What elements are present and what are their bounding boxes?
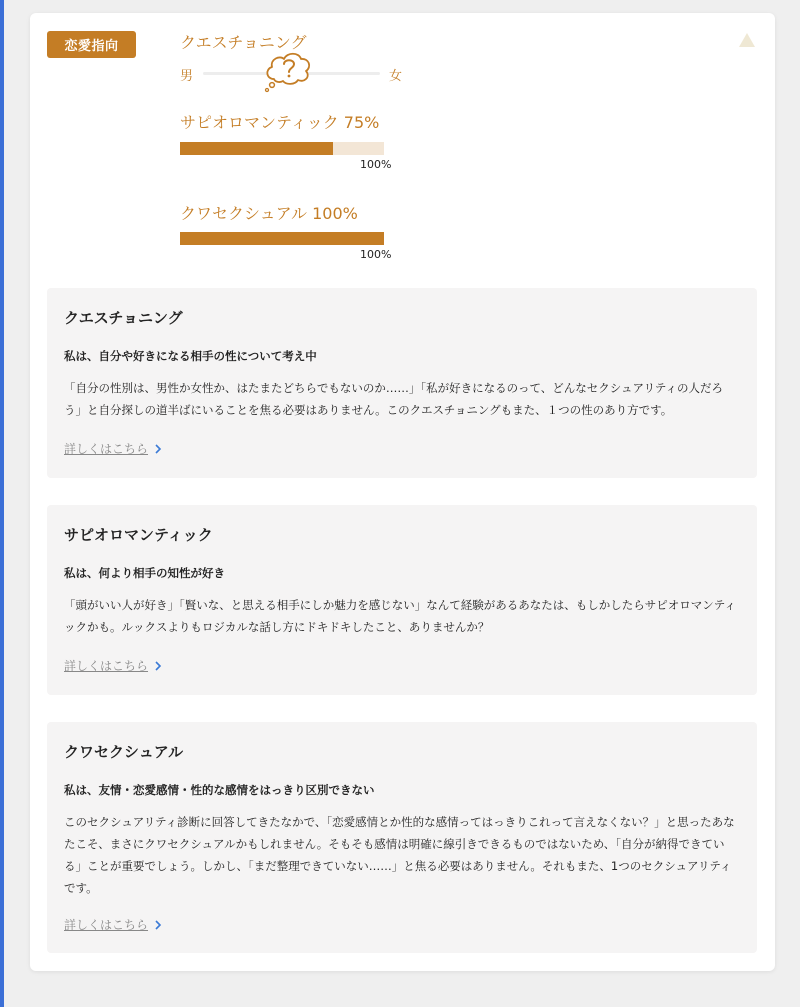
section-title: クワセクシュアル [64,743,184,761]
info-panel-sapioromantic [47,505,757,695]
section-body: 「自分の性別は、男性か女性か、はたまたどちらでもないのか……」「私が好きになるのって、どんなセクシュアリティの人だろう」と自分探しの道半ばにいることを焦る必要はありません。このクエスチョニングもまた、１つの性のあり方です。 [64,381,723,417]
gender-scale [180,63,410,83]
progress-max-sapio: 100% [360,158,392,171]
result-card [30,13,775,971]
progress-bar-quoi [180,232,384,245]
more-link-label: 詳しくはこちら [64,918,149,932]
section-subtitle: 私は、自分や好きになる相手の性について考え中 [64,349,317,363]
metric-label-quoi: クワセクシュアル 100% [180,204,358,223]
more-link-label: 詳しくはこちら [64,442,149,456]
window-left-edge [0,0,4,1007]
section-body: 「頭がいい人が好き」「賢いな、と思える相手にしか魅力を感じない」なんて経験があるあなたは、もしかしたらサピオロマンティックかも。ルックスよりもロジカルな話し方にドキドキしたこと、ありませんか？ [64,598,736,634]
thought-cloud-question-icon [262,49,314,93]
metric-label-sapio: サピオロマンティック 75% [180,113,380,132]
section-title: クエスチョニング [64,309,183,327]
scale-label-male: 男 [180,69,194,84]
scale-label-female: 女 [389,69,403,84]
category-badge: 恋愛指向 [47,31,136,58]
info-panel-quoisexual [47,722,757,953]
more-link[interactable] [64,916,162,933]
chevron-right-icon [154,920,162,930]
progress-fill-quoi [180,232,384,245]
chevron-right-icon [154,661,162,671]
progress-max-quoi: 100% [360,248,392,261]
chevron-right-icon [154,444,162,454]
more-link-label: 詳しくはこちら [64,659,149,673]
section-subtitle: 私は、友情・恋愛感情・性的な感情をはっきり区別できない [64,783,375,797]
section-title: サピオロマンティック [64,526,213,544]
section-subtitle: 私は、何より相手の知性が好き [64,566,225,580]
progress-fill-sapio [180,142,333,155]
section-body: このセクシュアリティ診断に回答してきたなかで、「恋愛感情とか性的な感情ってはっきりこれって言えなくない？」と思ったあなたこそ、まさにクワセクシュアルかもしれません。そもそも感情は明確に線引きできるものではないため、「自分が納得できている」ことが重要でしょう。しかし、「まだ整理できていない……」と焦る必要はありません。それもまた、1つのセクシュアリティです。 [64,815,735,895]
collapse-triangle-icon[interactable] [738,32,756,48]
more-link[interactable] [64,440,162,457]
info-panel-questioning [47,288,757,478]
orientation-title: クエスチョニング [180,33,307,52]
more-link[interactable] [64,657,162,674]
progress-bar-sapio [180,142,384,155]
